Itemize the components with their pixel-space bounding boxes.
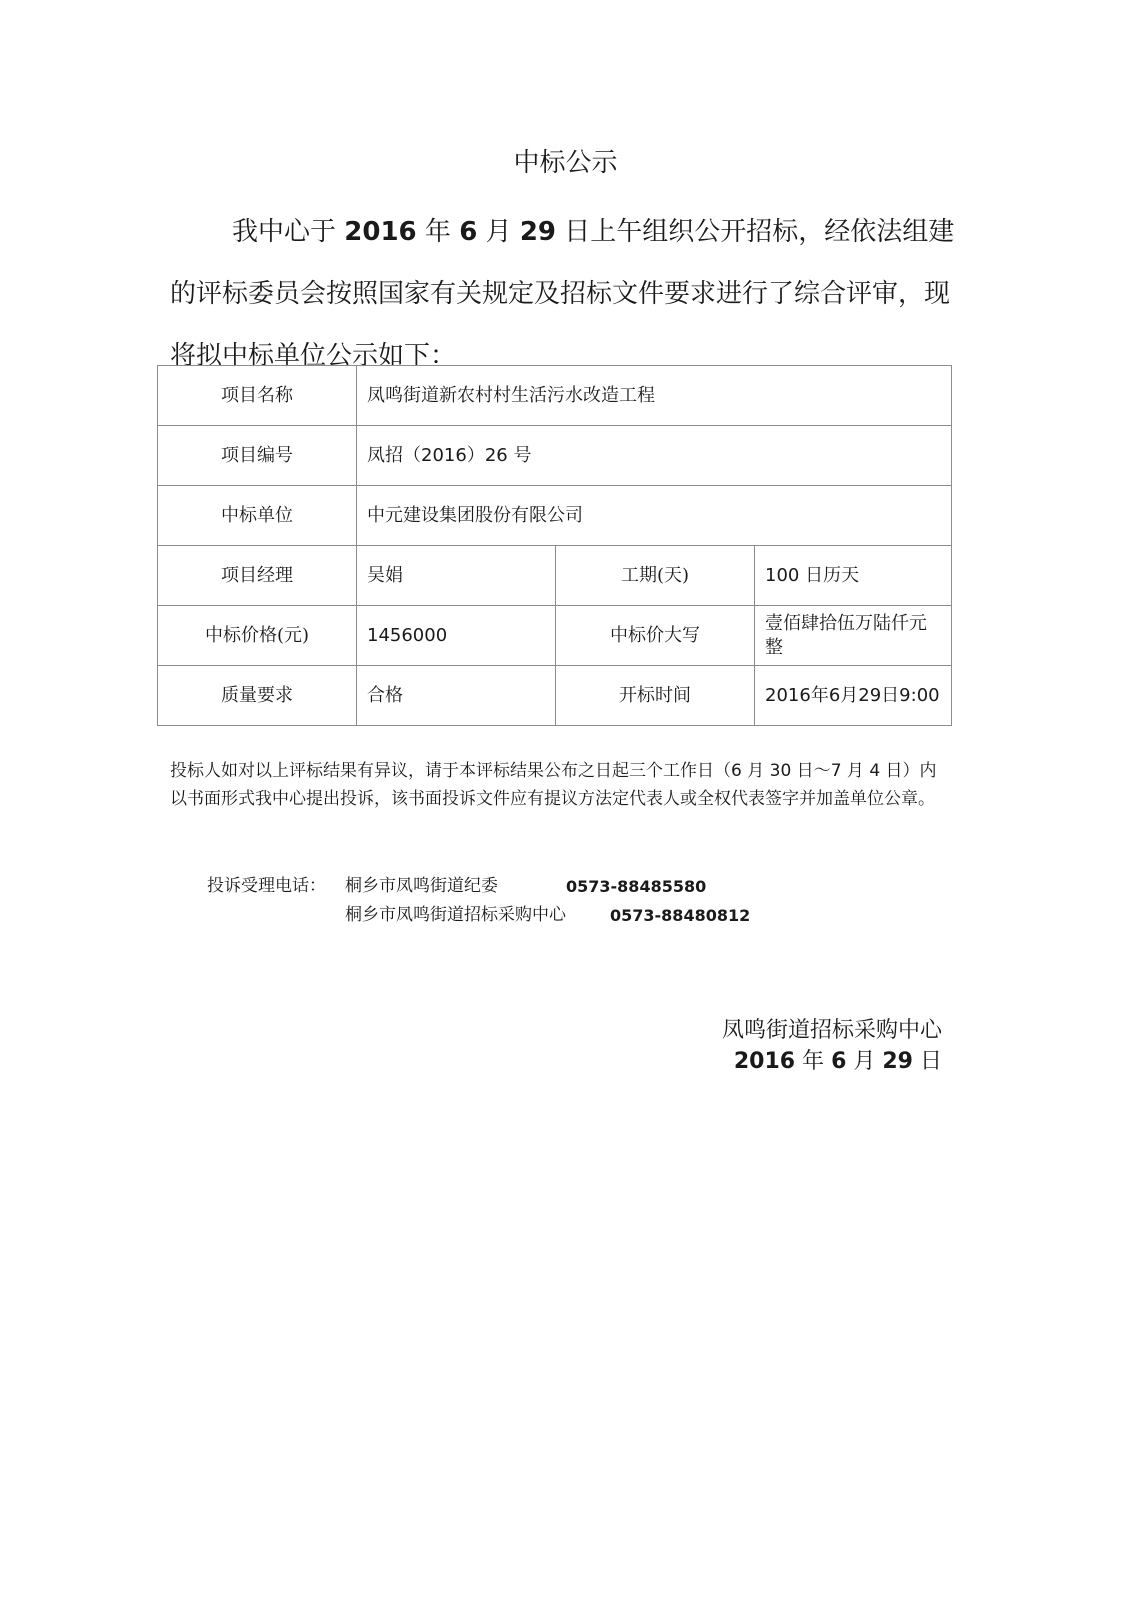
intro-text: 日上午组织公开招标，经依法组建的评标委员会按照国家有关规定及招标文件要求进行了综合评审，现将拟中标单位公示如下：: [170, 217, 955, 371]
manager-value: 吴娟: [357, 546, 556, 606]
price-label: 中标价格(元): [158, 606, 357, 666]
notice-num: 7: [830, 761, 842, 781]
contact-phone-1: 0573-88485580: [566, 877, 707, 896]
project-no-part: ）: [466, 444, 485, 466]
open-time-label: 开标时间: [556, 666, 755, 726]
table-row: [158, 486, 952, 546]
contact-phone-2: 0573-88480812: [610, 906, 751, 925]
intro-paragraph: [170, 201, 960, 387]
table-row: [158, 426, 952, 486]
intro-text: 年: [424, 217, 451, 247]
duration-label: 工期(天): [556, 546, 755, 606]
quality-label: 质量要求: [158, 666, 357, 726]
notice-num: 30: [769, 761, 792, 781]
quality-value: 合格: [357, 666, 556, 726]
duration-value: [755, 546, 952, 606]
notice-num: 6: [731, 761, 742, 781]
price-value: 1456000: [357, 606, 556, 666]
open-time-unit: 日: [881, 684, 900, 706]
open-time-unit: 月: [840, 684, 859, 706]
signature-month: 6: [831, 1049, 847, 1074]
intro-text: 我中心于: [232, 217, 337, 247]
manager-label: 项目经理: [158, 546, 357, 606]
table-row: [158, 666, 952, 726]
signature-year: 2016: [733, 1049, 796, 1074]
project-no-num: 26: [484, 444, 508, 466]
open-time-unit: 年: [810, 684, 829, 706]
winner-value: 中元建设集团股份有限公司: [357, 486, 952, 546]
project-no-value: [357, 426, 952, 486]
table-row: [158, 366, 952, 426]
project-no-part: 号: [507, 444, 532, 466]
intro-day: 29: [519, 217, 557, 247]
open-time-clock: 9:00: [899, 684, 940, 706]
signature-unit: 日: [913, 1049, 942, 1074]
open-time-value: [755, 666, 952, 726]
objection-notice: [170, 757, 950, 813]
notice-text: 月: [741, 761, 770, 781]
contact-label: 投诉受理电话：: [207, 876, 326, 896]
open-time-year: 2016: [765, 684, 811, 706]
notice-text: 日）内以书面形式我中心提出投诉，该书面投诉文件应有提议方法定代表人或全权代表签字并加盖单位公章。: [170, 761, 937, 809]
project-name-value: 凤鸣街道新农村村生活污水改造工程: [357, 366, 952, 426]
award-table: [157, 365, 952, 726]
duration-num: 100: [765, 564, 800, 586]
table-row: [158, 606, 952, 666]
open-time-day: 29: [858, 684, 882, 706]
project-no-part: 凤招（: [367, 444, 421, 466]
notice-text: 月: [841, 761, 870, 781]
notice-text: 投标人如对以上评标结果有异议，请于本评标结果公布之日起三个工作日（: [170, 761, 731, 781]
intro-text: 月: [485, 217, 512, 247]
signature-unit: 年: [795, 1049, 832, 1074]
project-no-year: 2016: [421, 444, 467, 466]
signature-org: 凤鸣街道招标采购中心: [721, 1018, 942, 1043]
open-time-month: 6: [828, 684, 841, 706]
price-words-label: 中标价大写: [556, 606, 755, 666]
project-no-label: 项目编号: [158, 426, 357, 486]
table-row: [158, 546, 952, 606]
duration-unit: 日历天: [799, 564, 860, 586]
winner-label: 中标单位: [158, 486, 357, 546]
signature-unit: 月: [846, 1049, 883, 1074]
notice-num: 4: [869, 761, 881, 781]
contact-org-2: 桐乡市凤鸣街道招标采购中心: [345, 905, 566, 925]
signature-day: 29: [882, 1049, 913, 1074]
signature-date: [734, 1047, 942, 1077]
project-name-label: 项目名称: [158, 366, 357, 426]
intro-month: 6: [459, 217, 478, 247]
intro-year: 2016: [344, 217, 417, 247]
notice-text: 日～: [791, 761, 831, 781]
page-title: 中标公示: [513, 148, 618, 178]
price-words-value: 壹佰肆拾伍万陆仟元整: [755, 606, 952, 666]
contact-org-1: 桐乡市凤鸣街道纪委: [345, 876, 498, 896]
